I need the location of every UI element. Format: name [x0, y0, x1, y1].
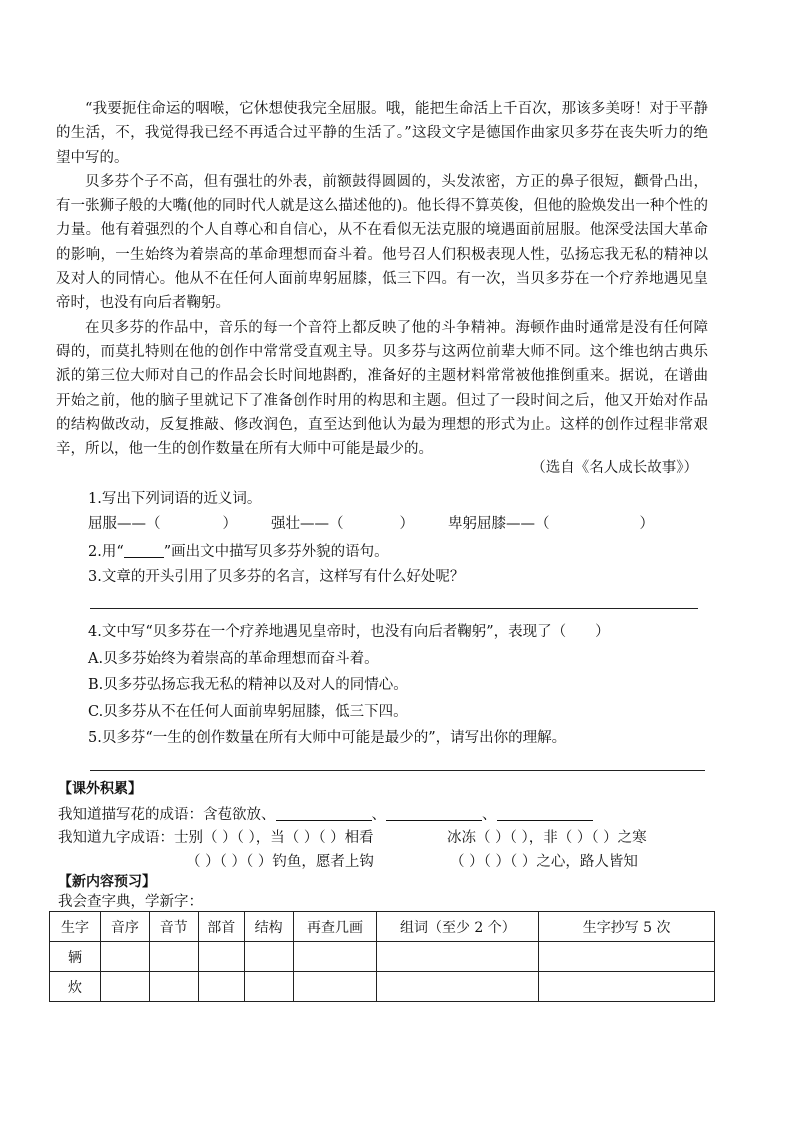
flower-blank-3[interactable] — [497, 806, 593, 821]
table-cell[interactable] — [100, 942, 149, 972]
word-2-label: 强壮——（ — [271, 516, 344, 532]
row-char: 辆 — [50, 942, 101, 972]
table-cell[interactable] — [377, 942, 539, 972]
table-cell[interactable] — [198, 942, 244, 972]
question-3: 3.文章的开头引用了贝多芬的名言，这样写有什么好处呢？ — [88, 569, 465, 585]
header-radical: 部首 — [198, 912, 244, 942]
header-words: 组词（至少 2 个） — [377, 912, 539, 942]
paren-close: ） — [222, 516, 237, 532]
flower-idioms — [58, 803, 593, 824]
question-2-start: 2.用“ — [88, 544, 124, 560]
table-header-row — [50, 912, 715, 942]
table-row — [50, 972, 715, 1002]
nine-idioms-b: 冰冻（ ）（ ），非（ ）（ ）之寒 — [447, 830, 647, 846]
table-cell[interactable] — [149, 942, 198, 972]
table-cell[interactable] — [100, 972, 149, 1002]
header-structure: 结构 — [244, 912, 293, 942]
header-order: 音序 — [100, 912, 149, 942]
answer-line-3[interactable] — [90, 608, 698, 609]
nine-idioms-d: （ ）（ ）（ ）之心，路人皆知 — [450, 854, 638, 870]
header-copy: 生字抄写 5 次 — [539, 912, 715, 942]
table-cell[interactable] — [293, 972, 377, 1002]
table-cell[interactable] — [149, 972, 198, 1002]
table-cell[interactable] — [377, 972, 539, 1002]
table-row — [50, 942, 715, 972]
underline-sample — [124, 543, 164, 558]
table-cell[interactable] — [198, 972, 244, 1002]
preview-intro: 我会查字典，学新字： — [58, 894, 203, 910]
header-syllable: 音节 — [149, 912, 198, 942]
table-cell[interactable] — [293, 942, 377, 972]
paren-close: ） — [399, 516, 414, 532]
flower-prefix: 我知道描写花的成语：含苞欲放、 — [58, 807, 276, 823]
separator: 、 — [371, 807, 386, 823]
row-char: 炊 — [50, 972, 101, 1002]
question-2-end: ”画出文中描写贝多芬外貌的语句。 — [163, 544, 389, 560]
new-characters-table — [49, 911, 715, 1002]
answer-line-5[interactable] — [90, 770, 705, 771]
passage-paragraph-1: “我要扼住命运的咽喉，它休想使我完全屈服。哦，能把生命活上千百次，那该多美呀！对于平静的生活，不，我觉得我已经不再适合过平静的生活了。”这段文字是德国作曲家贝多芬在丧失听力的绝望中写的。 — [56, 101, 708, 166]
nine-idioms-c: （ ）（ ）（ ）钓鱼，愿者上钩 — [186, 854, 374, 870]
table-cell[interactable] — [244, 942, 293, 972]
header-strokes: 再查几画 — [293, 912, 377, 942]
table-cell[interactable] — [539, 942, 715, 972]
passage-paragraph-3: 在贝多芬的作品中，音乐的每一个音符上都反映了他的斗争精神。海顿作曲时通常是没有任何障碍的，而莫扎特则在他的创作中常常受直观主导。贝多芬与这两位前辈大师不同。这个维也纳古典乐派的第三位大师对自己的作品会长时间地斟酌，准备好的主题材料常常被他推倒重来。据说，在谱曲开始之前，他的脑子里就记下了准备创作时用的构思和主题。但过了一段时间之后，他又开始对作品的结构做改动，反复推敲、修改润色，直至达到他认为最为理想的形式为止。这样的创作过程非常艰辛，所以，他一生的创作数量在所有大师中可能是最少的。 — [56, 319, 708, 458]
header-char: 生字 — [50, 912, 101, 942]
option-c: C.贝多芬从不在任何人面前卑躬屈膝，低三下四。 — [88, 704, 408, 720]
table-cell[interactable] — [244, 972, 293, 1002]
reading-passage — [56, 97, 708, 461]
question-1: 1.写出下列词语的近义词。 — [88, 491, 262, 507]
question-4: 4.文中写“贝多芬在一个疗养地遇见皇帝时，也没有向后者鞠躬”，表现了（ ） — [88, 624, 610, 640]
question-5: 5.贝多芬“一生的创作数量在所有大师中可能是最少的”，请写出你的理解。 — [88, 730, 567, 746]
passage-paragraph-2: 贝多芬个子不高，但有强壮的外表，前额鼓得圆圆的，头发浓密，方正的鼻子很短，颧骨凸出，有一张狮子般的大嘴(他的同时代人就是这么描述他的)。他长得不算英俊，但他的脸焕发出一种个性的力量。他有着强烈的个人自尊心和自信心，从不在看似无法克服的境遇面前屈服。他深受法国大革命的影响，一生始终为着崇高的革命理想而奋斗着。他号召人们积极表现人性，弘扬忘我无私的精神以及对人的同情心。他从不在任何人面前卑躬屈膝，低三下四。有一次，当贝多芬在一个疗养地遇见皇帝时，也没有向后者鞠躬。 — [56, 173, 708, 312]
paren-close: ） — [639, 516, 654, 532]
flower-blank-2[interactable] — [386, 806, 482, 821]
question-1-words — [88, 512, 654, 533]
table-cell[interactable] — [539, 972, 715, 1002]
extra-heading: 【课外积累】 — [58, 781, 142, 797]
preview-heading: 【新内容预习】 — [58, 874, 156, 890]
separator: 、 — [482, 807, 497, 823]
flower-blank-1[interactable] — [276, 806, 372, 821]
question-2 — [88, 540, 389, 561]
word-1-label: 屈服——（ — [88, 516, 161, 532]
option-b: B.贝多芬弘扬忘我无私的精神以及对人的同情心。 — [88, 677, 408, 693]
option-a: A.贝多芬始终为着崇高的革命理想而奋斗着。 — [88, 651, 379, 667]
word-3-label: 卑躬屈膝——（ — [448, 516, 550, 532]
nine-idioms-a: 我知道九字成语：士别（ ）（ ），当（ ）（ ）相看 — [58, 830, 374, 846]
passage-source: （选自《名人成长故事》） — [531, 460, 698, 476]
